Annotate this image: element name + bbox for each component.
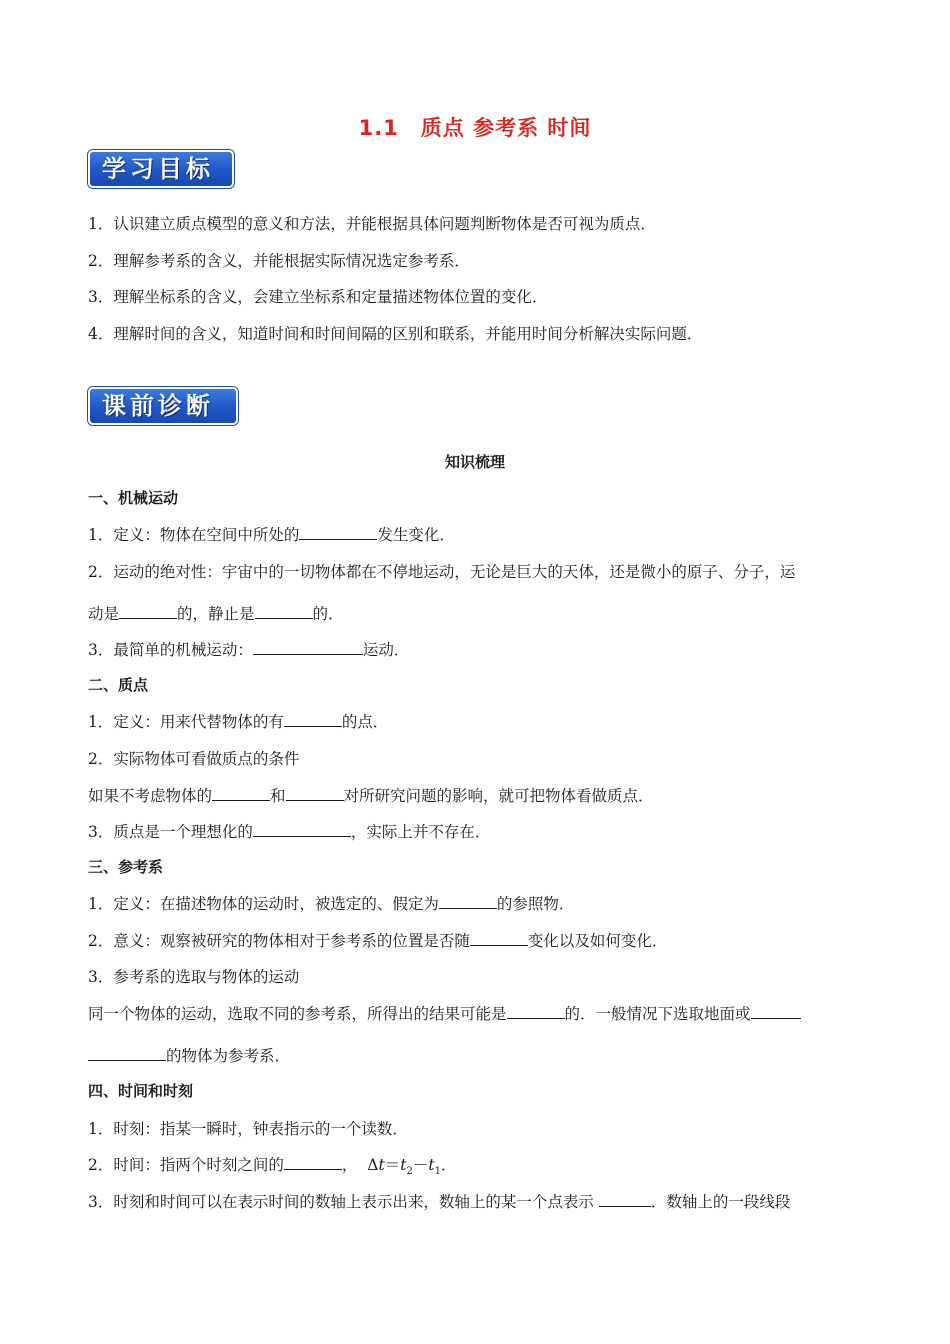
text: 1．定义：在描述物体的运动时，被选定的、假定为 [88, 895, 439, 913]
sec3-item-3: 3．参考系的选取与物体的运动 [88, 968, 300, 986]
text: 的参照物． [496, 895, 575, 913]
fill-blank [212, 786, 270, 801]
text: 1．定义：物体在空间中所处的 [88, 526, 300, 544]
text: 3．最简单的机械运动： [88, 641, 253, 659]
minus: － [412, 1156, 429, 1174]
text: 动是 [88, 605, 120, 623]
text: 的．一般情况下选取地面或 [564, 1005, 751, 1023]
var-t1: t [428, 1156, 435, 1174]
sec2-item-1 [88, 710, 868, 732]
sec2-item-2: 2．实际物体可看做质点的条件 [88, 750, 300, 768]
sec4-item-2 [88, 1153, 868, 1177]
sec4-item-3 [88, 1190, 868, 1212]
sec1-item-1 [88, 523, 868, 545]
fill-blank [439, 894, 497, 909]
text: 2．意义：观察被研究的物体相对于参考系的位置是否随 [88, 932, 470, 950]
objective-3: 3．理解坐标系的含义，会建立坐标系和定量描述物体位置的变化． [88, 288, 548, 306]
text: 同一个物体的运动，选取不同的参考系，所得出的结果可能是 [88, 1005, 507, 1023]
var-t: t [378, 1156, 385, 1174]
objective-2: 2．理解参考系的含义，并能根据实际情况选定参考系． [88, 252, 470, 270]
text: 1．定义：用来代替物体的有 [88, 713, 284, 731]
subscript-1: 1 [434, 1166, 441, 1178]
sec2-item-2-para [88, 784, 868, 806]
section-heading-mechanical-motion: 一、机械运动 [88, 489, 179, 507]
text: 如果不考虑物体的 [88, 787, 213, 805]
fill-blank [253, 640, 363, 655]
subscript-2: 2 [406, 1166, 413, 1178]
section-heading-reference-frame: 三、参考系 [88, 858, 164, 876]
text: 3．质点是一个理想化的 [88, 823, 253, 841]
text: 的物体为参考系． [166, 1047, 291, 1065]
fill-blank [470, 931, 528, 946]
fill-blank [599, 1192, 651, 1207]
fill-blank [88, 1046, 166, 1061]
sec3-item-2 [88, 929, 868, 951]
text: ，实际上并不存在． [350, 823, 491, 841]
sec1-item-3 [88, 638, 868, 660]
document-title: 1.1 质点 参考系 时间 [358, 116, 592, 140]
fill-blank [299, 525, 377, 540]
sec4-item-1: 1．时刻：指某一瞬时，钟表指示的一个读数． [88, 1120, 408, 1138]
fill-blank [253, 822, 351, 837]
pre-class-diagnosis-banner: 课前诊断 [88, 387, 238, 425]
text: 运动． [362, 641, 410, 659]
fill-blank [284, 1155, 342, 1170]
objective-4: 4．理解时间的含义，知道时间和时间间隔的区别和联系，并能用时间分析解决实际问题． [88, 325, 703, 343]
sec3-item-3-para [88, 1002, 868, 1024]
text: 的，静止是 [177, 605, 255, 623]
sec2-item-3 [88, 820, 868, 842]
text: ．数轴上的一段线段 [650, 1193, 791, 1211]
text: 2．时间：指两个时刻之间的 [88, 1156, 284, 1174]
knowledge-title: 知识梳理 [444, 453, 505, 471]
equals: ＝ [384, 1156, 401, 1174]
sec1-item-2-cont [88, 602, 868, 624]
objective-1: 1．认识建立质点模型的意义和方法，并能根据具体问题判断物体是否可视为质点． [88, 215, 656, 233]
learning-objectives-banner: 学习目标 [88, 150, 234, 188]
text: 的． [312, 605, 344, 623]
fill-blank [284, 712, 342, 727]
text: 对所研究问题的影响，就可把物体看做质点． [343, 787, 654, 805]
period: ． [440, 1156, 457, 1174]
var-t2: t [400, 1156, 407, 1174]
sec3-item-1 [88, 892, 868, 914]
fill-blank [507, 1004, 565, 1019]
section-heading-particle: 二、质点 [88, 676, 149, 694]
fill-blank [751, 1004, 801, 1019]
delta-symbol: Δ [367, 1156, 379, 1174]
text: ， [341, 1156, 358, 1174]
text: 和 [270, 787, 286, 805]
text: 的点． [341, 713, 389, 731]
text: 变化以及如何变化． [527, 932, 668, 950]
text: 发生变化． [377, 526, 455, 544]
text: 3．时刻和时间可以在表示时间的数轴上表示出来，数轴上的某一个点表示 [88, 1193, 594, 1211]
fill-blank [286, 786, 344, 801]
section-heading-time-and-moment: 四、时间和时刻 [88, 1082, 194, 1100]
fill-blank [119, 604, 177, 619]
sec1-item-2: 2．运动的绝对性：宇宙中的一切物体都在不停地运动，无论是巨大的天体，还是微小的原子、分子，运 [88, 563, 796, 581]
fill-blank [255, 604, 313, 619]
sec3-item-3-cont [88, 1044, 868, 1066]
